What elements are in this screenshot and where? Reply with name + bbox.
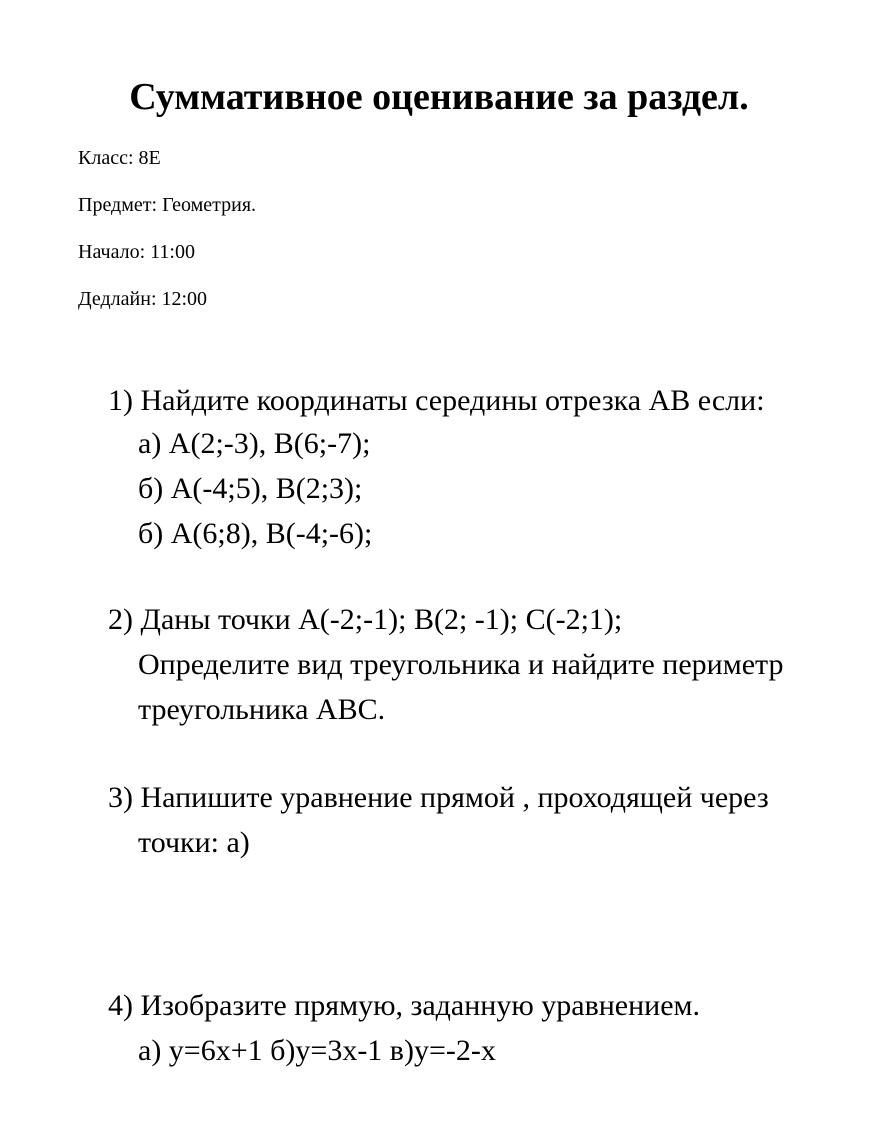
question-4-text: Изобразите прямую, заданную уравнением.: [140, 989, 701, 1022]
start-time-label: Начало: 11:00: [78, 241, 195, 263]
question-1-item-a: а) А(2;-3), В(6;-7);: [138, 427, 371, 460]
deadline-label: Дедлайн: 12:00: [78, 288, 208, 310]
question-1-item-b: б) А(-4;5), В(2;3);: [138, 472, 363, 505]
question-3-line-1: точки: а): [138, 826, 250, 859]
question-2-number: 2): [108, 603, 133, 636]
question-4-line-1: а) y=6x+1 б)y=3x-1 в)y=-2-x: [138, 1034, 496, 1067]
question-1-item-c: б) А(6;8), В(-4;-6);: [138, 517, 373, 550]
question-2-text: Даны точки А(-2;-1); В(2; -1); С(-2;1);: [140, 603, 623, 636]
page-title: Суммативное оценивание за раздел.: [129, 76, 749, 118]
question-3-number: 3): [108, 781, 133, 814]
question-2-heading: [108, 602, 622, 638]
question-4-heading: [108, 988, 700, 1024]
subject-label: Предмет: Геометрия.: [78, 194, 257, 216]
question-3-heading: [108, 780, 769, 816]
question-2-line-2: треугольника АВС.: [138, 693, 386, 726]
question-4-number: 4): [108, 989, 133, 1022]
class-label: Класс: 8Е: [78, 147, 161, 169]
question-2-line-1: Определите вид треугольника и найдите периметр: [138, 648, 784, 681]
question-1-heading: [108, 383, 765, 419]
question-3-text: Напишите уравнение прямой , проходящей через: [140, 781, 769, 814]
question-1-number: 1): [108, 384, 133, 417]
question-1-text: Найдите координаты середины отрезка АВ если:: [140, 384, 765, 417]
